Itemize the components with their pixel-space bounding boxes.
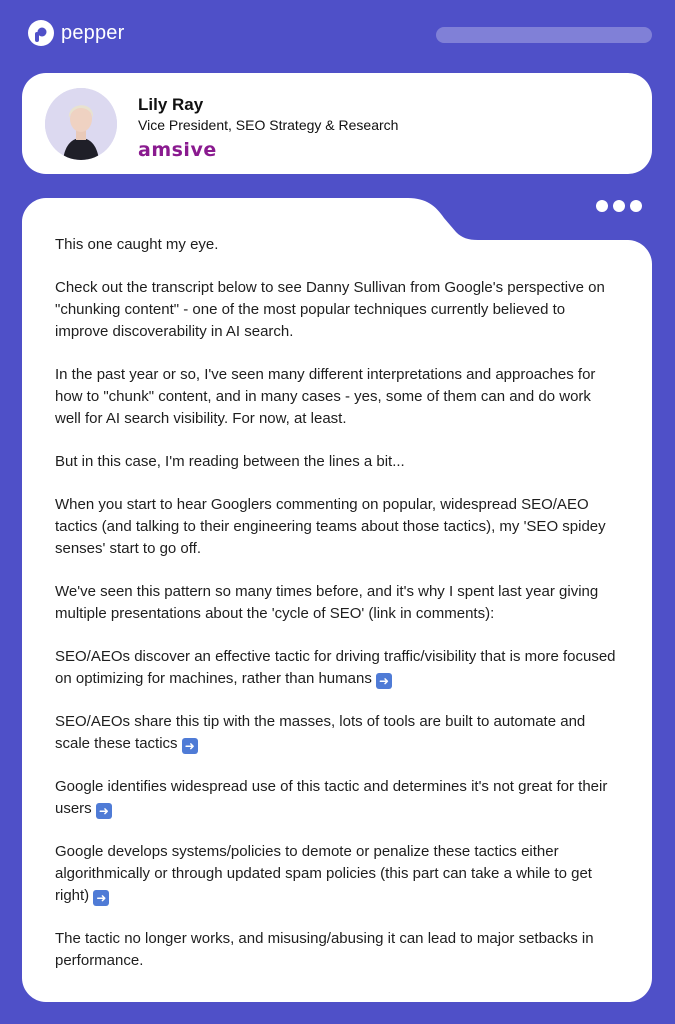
company-logo: amsive xyxy=(138,139,217,161)
post-paragraph-arrow xyxy=(55,646,620,690)
post-paragraph: In the past year or so, I've seen many different interpretations and approaches for how to "chunk" content, and in many cases - yes, some of them can and do work well for AI search visibility. For now, at least. xyxy=(55,366,596,427)
profile-name: Lily Ray xyxy=(138,95,204,114)
post-paragraph-text: Google identifies widespread use of this tactic and determines it's not great for their users xyxy=(55,778,608,817)
profile-role: Vice President, SEO Strategy & Research xyxy=(138,117,399,133)
arrow-right-icon: ➜ xyxy=(182,738,198,754)
post-paragraph-text: SEO/AEOs share this tip with the masses, lots of tools are built to automate and scale these tactics xyxy=(55,713,586,752)
post-paragraph: This one caught my eye. xyxy=(55,236,219,253)
arrow-right-icon: ➜ xyxy=(93,890,109,906)
arrow-right-icon: ➜ xyxy=(376,673,392,689)
dot xyxy=(596,200,608,212)
profile-card xyxy=(22,73,652,174)
post-paragraph: Check out the transcript below to see Danny Sullivan from Google's perspective on "chunking content" - one of the most popular techniques currently believed to improve discoverability in AI search. xyxy=(55,279,605,340)
arrow-right-icon: ➜ xyxy=(96,803,112,819)
brand-name: pepper xyxy=(61,21,125,44)
pepper-logo-icon xyxy=(27,19,55,47)
avatar xyxy=(45,88,117,160)
dot xyxy=(630,200,642,212)
post-paragraph-arrow xyxy=(55,776,620,820)
brand xyxy=(27,19,124,47)
top-bar-pill xyxy=(436,27,652,43)
post-paragraph: We've seen this pattern so many times before, and it's why I spent last year giving multiple presentations about the 'cycle of SEO' (link in comments): xyxy=(55,583,599,622)
post-paragraph-text: Google develops systems/policies to demote or penalize these tactics either algorithmically or through updated spam policies (this part can take a while to get right) xyxy=(55,843,592,904)
post-card xyxy=(22,198,652,1002)
post-body xyxy=(55,234,620,993)
post-paragraph-text: SEO/AEOs discover an effective tactic for driving traffic/visibility that is more focused on optimizing for machines, rather than humans xyxy=(55,648,616,687)
post-paragraph: When you start to hear Googlers commenting on popular, widespread SEO/AEO tactics (and talking to their engineering teams about those tactics), my 'SEO spidey senses' start to go off. xyxy=(55,496,606,557)
post-paragraph-arrow xyxy=(55,841,620,907)
post-paragraph: The tactic no longer works, and misusing/abusing it can lead to major setbacks in performance. xyxy=(55,930,594,969)
post-paragraph-arrow xyxy=(55,711,620,755)
more-dots-icon[interactable] xyxy=(596,200,642,212)
post-paragraph: But in this case, I'm reading between the lines a bit... xyxy=(55,453,405,470)
dot xyxy=(613,200,625,212)
